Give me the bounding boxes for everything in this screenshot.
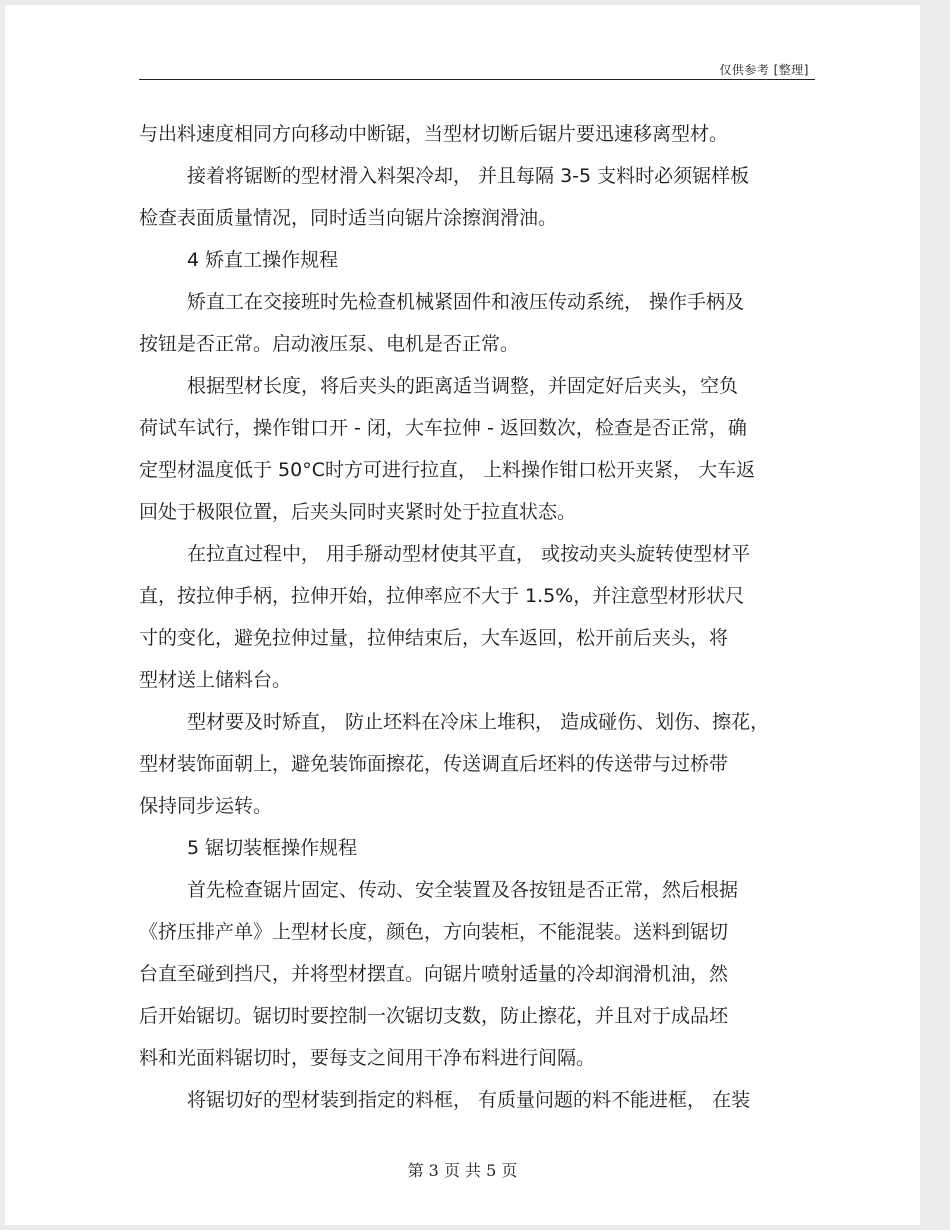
text-line: 台直至碰到挡尺，并将型材摆直。向锯片喷射适量的冷却润滑机油，然 bbox=[139, 963, 729, 985]
text-line: 矫直工在交接班时先检查机械紧固件和液压传动系统， 操作手柄及 bbox=[187, 291, 745, 313]
text-line: 在拉直过程中， 用手掰动型材使其平直， 或按动夹头旋转使型材平 bbox=[187, 543, 751, 565]
section-heading: 4 矫直工操作规程 bbox=[187, 249, 339, 271]
text-line: 根据型材长度，将后夹头的距离适当调整，并固定好后夹头，空负 bbox=[187, 375, 739, 397]
page-number-footer: 第 3 页 共 5 页 bbox=[407, 1161, 518, 1180]
text-line: 定型材温度低于 50°C时方可进行拉直， 上料操作钳口松开夹紧， 大车返 bbox=[139, 459, 756, 481]
text-line: 《挤压排产单》上型材长度，颜色，方向装柜，不能混装。送料到锯切 bbox=[139, 921, 729, 943]
text-line: 型材送上储料台。 bbox=[139, 669, 292, 691]
text-line: 回处于极限位置，后夹头同时夹紧时处于拉直状态。 bbox=[139, 501, 577, 523]
text-line: 首先检查锯片固定、传动、安全装置及各按钮是否正常，然后根据 bbox=[187, 879, 739, 901]
text-line: 与出料速度相同方向移动中断锯，当型材切断后锯片要迅速移离型材。 bbox=[139, 123, 729, 145]
text-line: 保持同步运转。 bbox=[139, 795, 273, 817]
text-line: 型材要及时矫直， 防止坯料在冷床上堆积， 造成碰伤、划伤、擦花， bbox=[187, 711, 770, 733]
document-page bbox=[5, 5, 920, 1225]
body-text bbox=[139, 113, 819, 1121]
text-line: 检查表面质量情况，同时适当向锯片涂擦润滑油。 bbox=[139, 207, 558, 229]
text-line: 按钮是否正常。启动液压泵、电机是否正常。 bbox=[139, 333, 520, 355]
text-line: 后开始锯切。锯切时要控制一次锯切支数，防止擦花，并且对于成品坯 bbox=[139, 1005, 729, 1027]
text-line: 寸的变化，避免拉伸过量，拉伸结束后，大车返回，松开前后夹头，将 bbox=[139, 627, 729, 649]
header-note: 仅供参考 [整理] bbox=[719, 63, 809, 77]
text-line: 直，按拉伸手柄，拉伸开始，拉伸率应不大于 1.5%，并注意型材形状尺 bbox=[139, 585, 745, 607]
text-line: 接着将锯断的型材滑入料架冷却， 并且每隔 3-5 支料时必须锯样板 bbox=[187, 165, 750, 187]
section-heading: 5 锯切装框操作规程 bbox=[187, 837, 358, 859]
text-line: 荷试车试行，操作钳口开 - 闭，大车拉伸 - 返回数次，检查是否正常，确 bbox=[139, 417, 747, 439]
text-line: 将锯切好的型材装到指定的料框， 有质量问题的料不能进框， 在装 bbox=[187, 1089, 751, 1111]
text-line: 料和光面料锯切时，要每支之间用干净布料进行间隔。 bbox=[139, 1047, 596, 1069]
text-line: 型材装饰面朝上，避免装饰面擦花，传送调直后坯料的传送带与过桥带 bbox=[139, 753, 729, 775]
header-divider bbox=[139, 79, 815, 80]
